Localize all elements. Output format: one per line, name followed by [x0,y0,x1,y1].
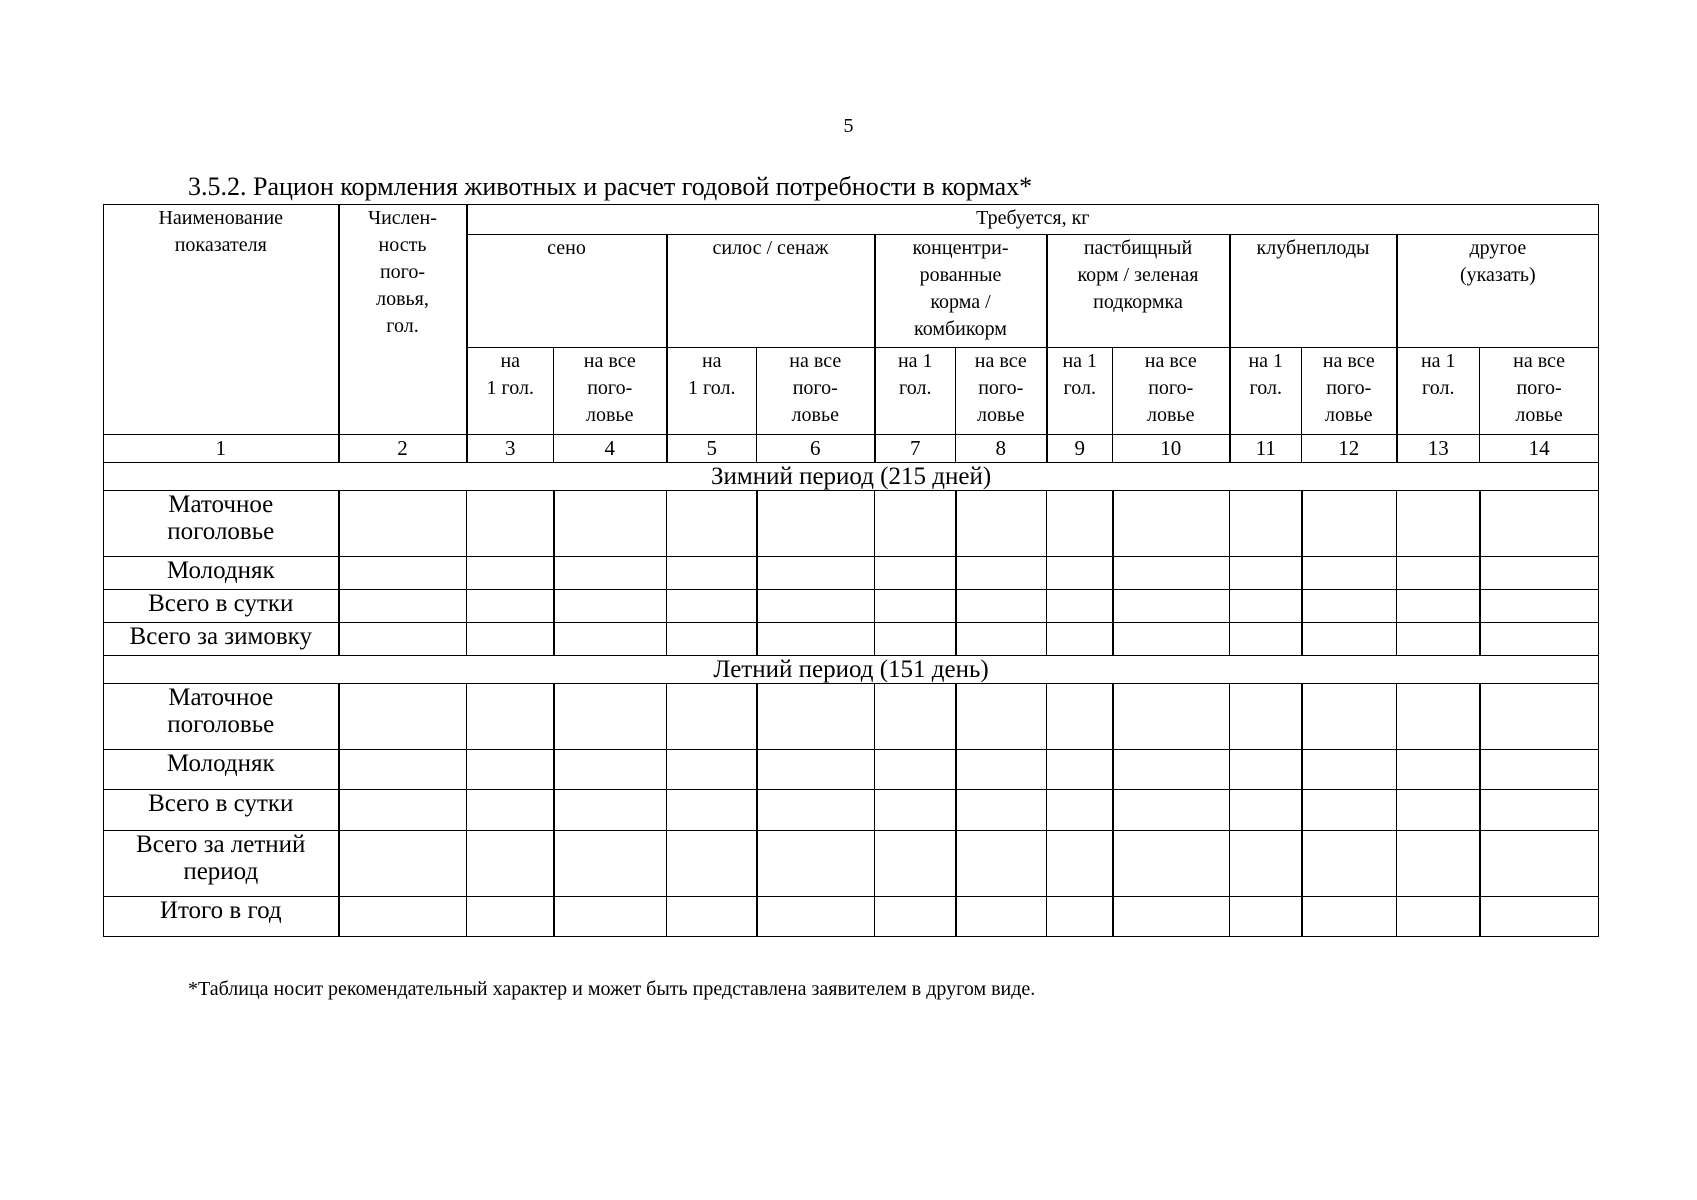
header-line: гол. [386,315,419,337]
data-cell[interactable] [339,831,467,897]
data-cell[interactable] [554,750,667,790]
data-cell[interactable] [339,623,467,656]
data-cell[interactable] [1480,750,1599,790]
header-required: Требуется, кг [467,205,1599,235]
data-cell[interactable] [554,590,667,623]
header-line: пого- [1326,377,1372,399]
data-cell[interactable] [1302,557,1397,590]
table-row [104,790,1599,831]
data-cell[interactable] [875,491,956,557]
data-cell[interactable] [467,684,554,750]
data-cell[interactable] [1480,897,1599,937]
data-cell[interactable] [467,590,554,623]
subheader-total [1302,348,1397,435]
data-cell[interactable] [1302,684,1397,750]
row-label-line: Всего в сутки [148,790,294,817]
data-cell[interactable] [1302,491,1397,557]
header-line: силос / сенаж [712,237,829,259]
data-cell[interactable] [339,557,467,590]
data-cell[interactable] [667,491,757,557]
row-label-line: Итого в год [159,897,282,924]
header-line: гол. [899,377,932,399]
column-number: 3 [467,435,554,463]
header-line: на все [583,350,636,372]
header-livestock-count [339,205,467,435]
header-line: ловье [1515,404,1563,426]
header-line: ловье [1325,404,1373,426]
data-cell[interactable] [1302,831,1397,897]
data-cell[interactable] [667,557,757,590]
data-cell[interactable] [667,623,757,656]
column-number: 6 [757,435,875,463]
data-cell[interactable] [1397,750,1480,790]
row-label-line: Маточное [168,491,274,518]
subheader-per-head [467,348,554,435]
header-line: корма / [930,291,991,313]
data-cell[interactable] [554,557,667,590]
table-row [104,623,1599,656]
subheader-total [956,348,1047,435]
data-cell[interactable] [667,831,757,897]
subheader-total [757,348,875,435]
data-cell[interactable] [956,623,1047,656]
header-line: рованные [919,264,1002,286]
data-cell[interactable] [1302,897,1397,937]
data-cell[interactable] [339,790,467,831]
data-cell[interactable] [757,750,875,790]
data-cell[interactable] [1047,491,1113,557]
row-label [104,790,339,831]
header-line: 1 гол. [688,377,736,399]
data-cell[interactable] [1302,750,1397,790]
header-line: пого- [792,377,838,399]
data-cell[interactable] [1397,684,1480,750]
data-cell[interactable] [1047,897,1113,937]
data-cell[interactable] [1397,897,1480,937]
data-cell[interactable] [1113,623,1230,656]
data-cell[interactable] [757,831,875,897]
data-cell[interactable] [467,750,554,790]
data-cell[interactable] [1302,623,1397,656]
data-cell[interactable] [956,897,1047,937]
header-line: корм / зеленая [1077,264,1199,286]
data-cell[interactable] [339,684,467,750]
table-row [104,557,1599,590]
data-cell[interactable] [875,590,956,623]
header-line: гол. [1063,377,1096,399]
data-cell[interactable] [1230,750,1302,790]
data-cell[interactable] [956,590,1047,623]
data-cell[interactable] [1230,623,1302,656]
data-cell[interactable] [1047,590,1113,623]
data-cell[interactable] [757,491,875,557]
data-cell[interactable] [1480,790,1599,831]
data-cell[interactable] [1397,557,1480,590]
row-label-line: Всего за летний [136,831,306,858]
header-line: концентри- [912,237,1009,259]
ration-table [103,204,1599,937]
column-number: 11 [1230,435,1302,463]
column-number: 13 [1397,435,1480,463]
row-label [104,750,339,790]
data-cell[interactable] [554,623,667,656]
data-cell[interactable] [467,557,554,590]
data-cell[interactable] [875,623,956,656]
data-cell[interactable] [667,897,757,937]
row-label-line: поголовье [167,518,275,545]
data-cell[interactable] [956,557,1047,590]
header-line: ность [378,234,427,256]
data-cell[interactable] [667,750,757,790]
header-line: на 1 [1062,350,1098,372]
header-line: на все [1144,350,1197,372]
data-cell[interactable] [757,684,875,750]
data-cell[interactable] [757,590,875,623]
header-line: пого- [379,261,426,283]
data-cell[interactable] [1230,491,1302,557]
header-line: Числен- [368,207,437,229]
data-cell[interactable] [956,491,1047,557]
data-cell[interactable] [1397,590,1480,623]
row-label [104,897,339,937]
header-line: пого- [1148,377,1194,399]
data-cell[interactable] [1113,590,1230,623]
data-cell[interactable] [1480,831,1599,897]
column-number: 1 [104,435,339,463]
data-cell[interactable] [467,897,554,937]
header-line: на 1 [897,350,933,372]
header-line: (указать) [1459,264,1536,286]
table-row [104,590,1599,623]
row-label [104,831,339,897]
subheader-per-head [875,348,956,435]
row-label [104,684,339,750]
table-row [104,897,1599,937]
header-indicator-name: Наименование показателя [104,205,339,435]
data-cell[interactable] [339,750,467,790]
data-cell[interactable] [1480,623,1599,656]
data-cell[interactable] [757,790,875,831]
data-cell[interactable] [875,557,956,590]
data-cell[interactable] [467,831,554,897]
subheader-per-head [1047,348,1113,435]
data-cell[interactable] [1397,623,1480,656]
header-feed-other [1397,235,1599,348]
header-feed-tubers [1230,235,1397,348]
header-line: на все [974,350,1027,372]
data-cell[interactable] [339,897,467,937]
data-cell[interactable] [1113,897,1230,937]
header-line: 1 гол. [486,377,534,399]
header-line: пого- [587,377,633,399]
header-line: ловье [586,404,634,426]
footnote: *Таблица носит рекомендательный характер и может быть представлена заявителем в другом виде. [188,978,1036,1000]
data-cell[interactable] [467,623,554,656]
data-cell[interactable] [1302,590,1397,623]
data-cell[interactable] [667,790,757,831]
column-number: 8 [956,435,1047,463]
row-label [104,491,339,557]
row-label-line: Молодняк [166,557,275,584]
page-number: 5 [843,115,854,137]
table-row [104,491,1599,557]
column-numbers-row [104,435,1599,463]
data-cell[interactable] [757,623,875,656]
data-cell[interactable] [875,750,956,790]
subheader-total [1113,348,1230,435]
data-cell[interactable] [956,790,1047,831]
row-label-line: Всего в сутки [148,590,294,617]
header-feed-concentrates [875,235,1047,348]
data-cell[interactable] [554,897,667,937]
header-line: ловье [977,404,1025,426]
page-title: 3.5.2. Рацион кормления животных и расчет годовой потребности в кормах* [188,172,1033,201]
winter-period-title: Зимний период (215 дней) [104,463,1599,491]
data-cell[interactable] [1480,557,1599,590]
header-line: пого- [1516,377,1562,399]
data-cell[interactable] [1230,684,1302,750]
header-line: пастбищный [1083,237,1193,259]
data-cell[interactable] [1047,750,1113,790]
data-cell[interactable] [1047,557,1113,590]
data-cell[interactable] [1302,790,1397,831]
subheader-per-head [1397,348,1480,435]
data-cell[interactable] [1480,491,1599,557]
data-cell[interactable] [1397,491,1480,557]
data-cell[interactable] [1230,897,1302,937]
data-cell[interactable] [667,684,757,750]
data-cell[interactable] [1230,790,1302,831]
row-label-line: Молодняк [166,750,275,777]
header-line: ловья, [376,288,429,310]
summer-period-title: Летний период (151 день) [104,656,1599,684]
row-label-line: период [183,858,259,885]
column-number: 14 [1480,435,1599,463]
data-cell[interactable] [956,831,1047,897]
header-line: ловье [1147,404,1195,426]
column-number: 12 [1302,435,1397,463]
row-label [104,557,339,590]
data-cell[interactable] [956,750,1047,790]
column-number: 5 [667,435,757,463]
header-line: клубнеплоды [1256,237,1370,259]
data-cell[interactable] [757,557,875,590]
data-cell[interactable] [1113,831,1230,897]
data-cell[interactable] [875,897,956,937]
data-cell[interactable] [875,684,956,750]
subheader-total [554,348,667,435]
header-line: на все [1322,350,1375,372]
data-cell[interactable] [875,790,956,831]
header-line: гол. [1249,377,1282,399]
header-line: на [500,350,521,372]
data-cell[interactable] [467,790,554,831]
summer-period-rows [104,684,1599,937]
header-line: на [701,350,722,372]
data-cell[interactable] [1047,790,1113,831]
header-line: на 1 [1248,350,1284,372]
column-number: 9 [1047,435,1113,463]
header-line: на все [789,350,842,372]
row-label [104,590,339,623]
data-cell[interactable] [554,790,667,831]
data-cell[interactable] [339,590,467,623]
data-cell[interactable] [667,590,757,623]
header-feed-silage [667,235,875,348]
table-row [104,750,1599,790]
data-cell[interactable] [1480,684,1599,750]
header-line: ловье [791,404,839,426]
data-cell[interactable] [1113,790,1230,831]
data-cell[interactable] [1397,831,1480,897]
data-cell[interactable] [1113,557,1230,590]
data-cell[interactable] [1113,684,1230,750]
subheader-per-head [667,348,757,435]
data-cell[interactable] [1230,590,1302,623]
data-cell[interactable] [554,831,667,897]
table-row [104,684,1599,750]
column-number: 10 [1113,435,1230,463]
data-cell[interactable] [1113,750,1230,790]
data-cell[interactable] [757,897,875,937]
data-cell[interactable] [339,491,467,557]
data-cell[interactable] [1047,831,1113,897]
data-cell[interactable] [875,831,956,897]
row-label-line: Всего за зимовку [129,623,312,650]
table-row [104,831,1599,897]
data-cell[interactable] [554,684,667,750]
data-cell[interactable] [1397,790,1480,831]
row-label [104,623,339,656]
header-line: подкормка [1093,291,1183,313]
header-line: другое [1469,237,1527,259]
data-cell[interactable] [1047,623,1113,656]
data-cell[interactable] [1230,557,1302,590]
header-feed-hay [467,235,667,348]
row-label-line: Маточное [168,684,274,711]
header-line: на все [1513,350,1566,372]
header-feed-pasture [1047,235,1230,348]
header-line: гол. [1422,377,1455,399]
subheader-per-head [1230,348,1302,435]
column-number: 2 [339,435,467,463]
header-line: комбикорм [914,318,1007,340]
row-label-line: поголовье [167,711,275,738]
subheader-total [1480,348,1599,435]
header-line: на 1 [1420,350,1456,372]
data-cell[interactable] [1480,590,1599,623]
header-line: сено [547,237,586,259]
header-line: пого- [978,377,1024,399]
column-number: 7 [875,435,956,463]
data-cell[interactable] [1230,831,1302,897]
column-number: 4 [554,435,667,463]
data-cell[interactable] [554,491,667,557]
winter-period-rows [104,491,1599,656]
data-cell[interactable] [1047,684,1113,750]
data-cell[interactable] [1113,491,1230,557]
data-cell[interactable] [467,491,554,557]
data-cell[interactable] [956,684,1047,750]
